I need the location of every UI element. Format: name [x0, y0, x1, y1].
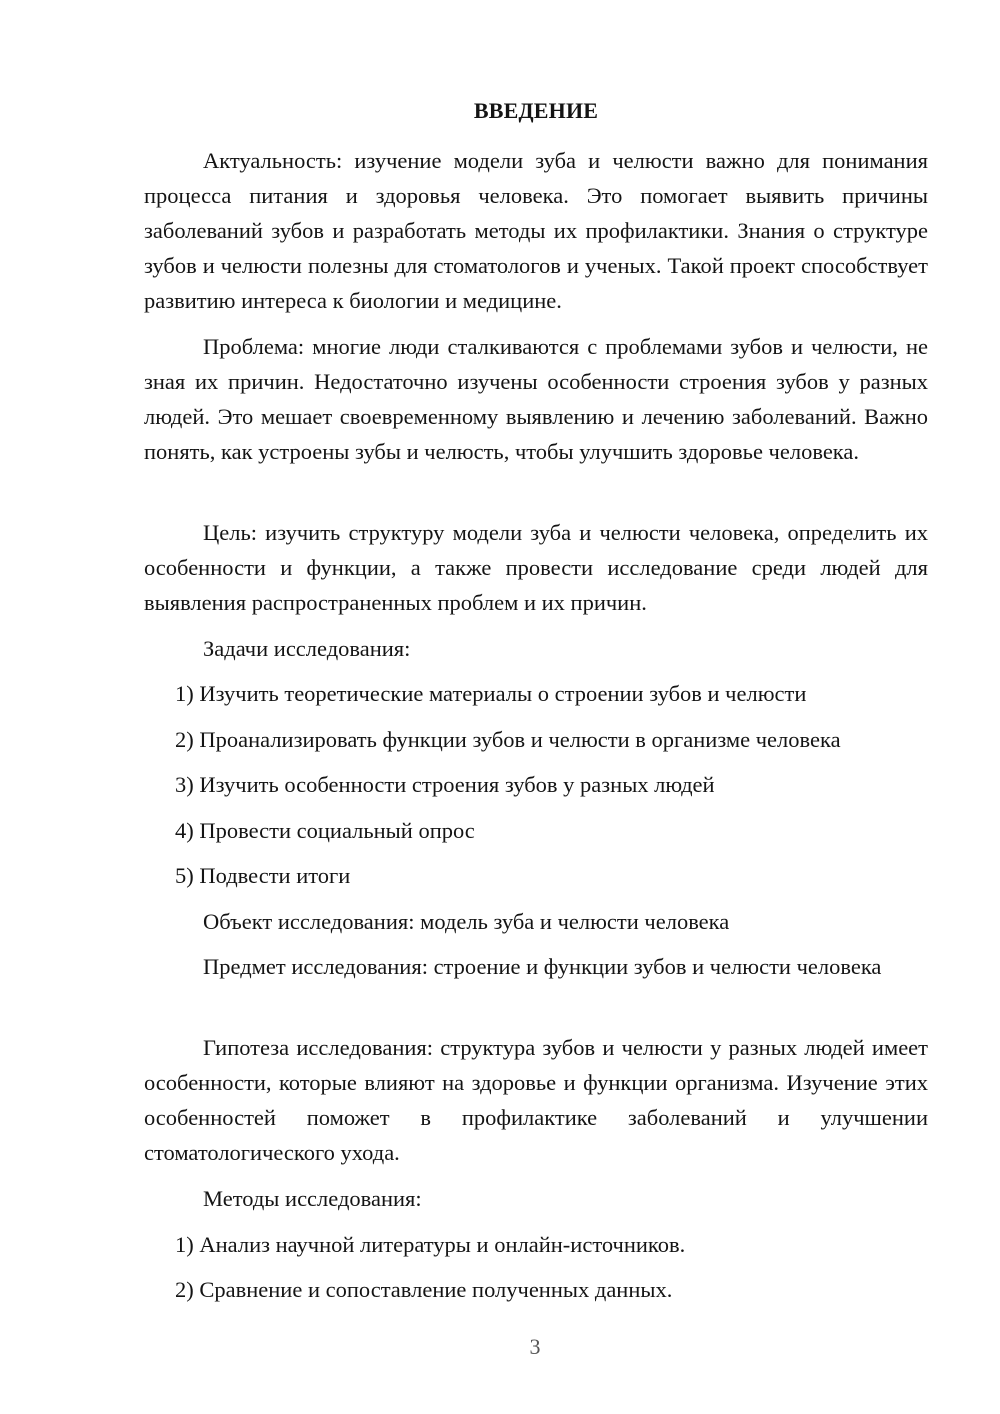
method-item: 1) Анализ научной литературы и онлайн-источников.	[175, 1232, 686, 1257]
task-item: 1) Изучить теоретические материалы о строении зубов и челюсти	[175, 681, 807, 706]
task-item: 4) Провести социальный опрос	[175, 818, 475, 843]
task-item: 2) Проанализировать функции зубов и челюсти в организме человека	[175, 727, 841, 752]
tasks-title: Задачи исследования:	[203, 636, 411, 661]
method-item: 2) Сравнение и сопоставление полученных данных.	[175, 1277, 673, 1302]
methods-title: Методы исследования:	[203, 1186, 422, 1211]
task-item: 3) Изучить особенности строения зубов у разных людей	[175, 772, 715, 797]
hypothesis-paragraph: Гипотеза исследования: структура зубов и челюсти у разных людей имеет особенности, которые влияют на здоровье и функции организма. Изучение этих особенностей поможет в профилактике заболеваний и улучшении стоматологического ухода.	[144, 1035, 928, 1165]
page-number: 3	[529, 1334, 541, 1359]
document-heading: ВВЕДЕНИЕ	[473, 98, 599, 123]
subject-paragraph: Предмет исследования: строение и функции зубов и челюсти человека	[203, 954, 882, 979]
object-paragraph: Объект исследования: модель зуба и челюсти человека	[203, 909, 730, 934]
relevance-paragraph: Актуальность: изучение модели зуба и челюсти важно для понимания процесса питания и здоровья человека. Это помогает выявить причины заболеваний зубов и разработать методы их профилактики. Знания о структуре зубов и челюсти полезны для стоматологов и ученых. Такой проект способствует развитию интереса к биологии и медицине.	[144, 148, 928, 313]
task-item: 5) Подвести итоги	[175, 863, 351, 888]
problem-paragraph: Проблема: многие люди сталкиваются с проблемами зубов и челюсти, не зная их причин. Недостаточно изучены особенности строения зубов у разных людей. Это мешает своевременному выявлению и лечению заболеваний. Важно понять, как устроены зубы и челюсть, чтобы улучшить здоровье человека.	[144, 334, 928, 464]
goal-paragraph: Цель: изучить структуру модели зуба и челюсти человека, определить их особенности и функции, а также провести исследование среди людей для выявления распространенных проблем и их причин.	[144, 520, 928, 615]
